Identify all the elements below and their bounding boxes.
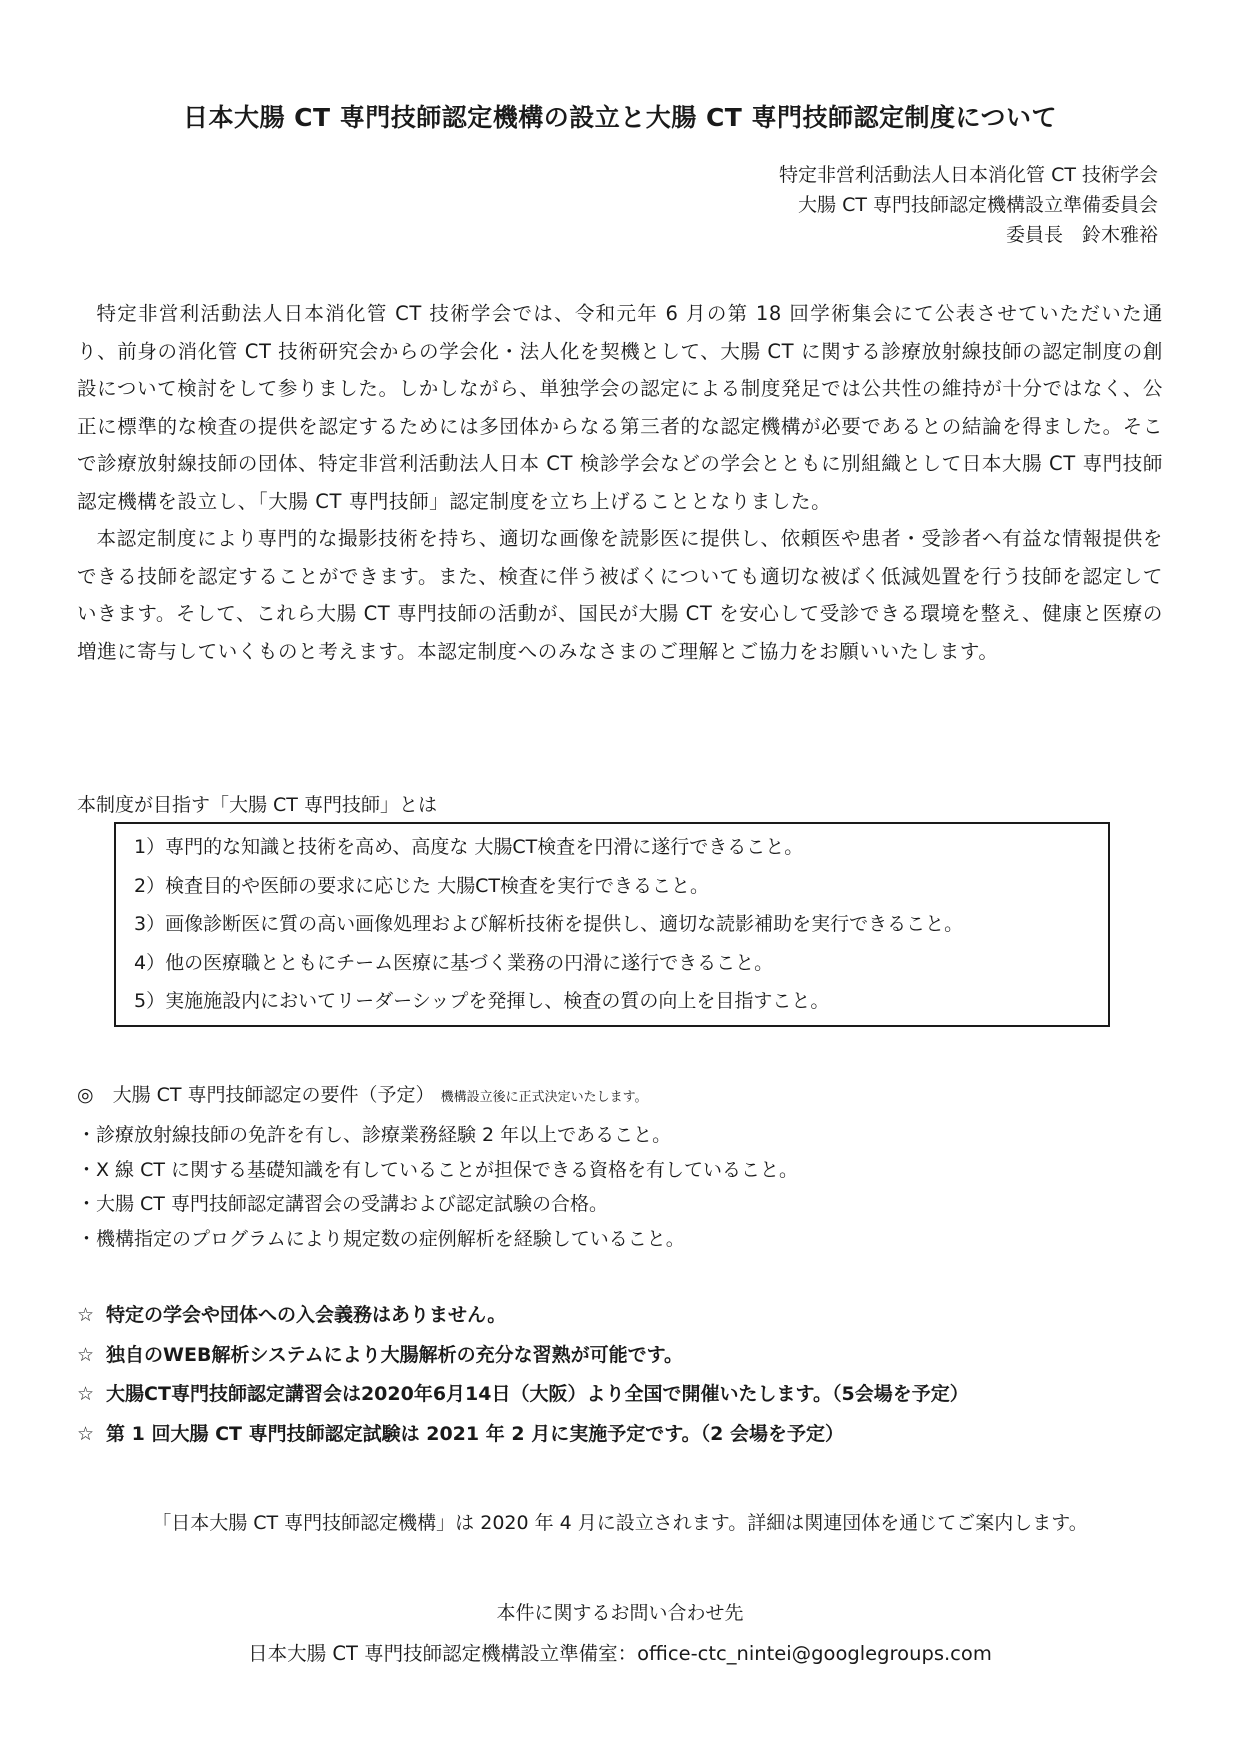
- document-title: 日本大腸 CT 専門技師認定機構の設立と大腸 CT 専門技師認定制度について: [182, 103, 1058, 132]
- author-block: [779, 160, 1158, 250]
- goals-box: [114, 822, 1110, 1027]
- note-text: 第 1 回大腸 CT 専門技師認定試験は 2021 年 2 月に実施予定です。（2 会場を予定）: [106, 1422, 845, 1445]
- goal-item: 4）他の医療職とともにチーム医療に基づく業務の円滑に遂行できること。: [134, 951, 774, 974]
- star-icon: ☆: [77, 1343, 95, 1366]
- author-chair: 委員長 鈴木雅裕: [1005, 224, 1158, 246]
- goal-item: 2）検査目的や医師の要求に応じた 大腸CT検査を実行できること。: [134, 874, 710, 897]
- note-item: [77, 1375, 969, 1415]
- requirements-heading: [77, 1080, 648, 1107]
- goal-item: 1）専門的な知識と技術を高め、高度な 大腸CT検査を円滑に遂行できること。: [134, 836, 804, 858]
- contact-info: 日本大腸 CT 専門技師認定機構設立準備室：office-ctc_nintei@googlegroups.com: [248, 1642, 992, 1665]
- star-icon: ☆: [77, 1383, 95, 1405]
- note-text: 独自のWEB解析システムにより大腸解析の充分な習熟が可能です。: [106, 1343, 684, 1366]
- requirements-heading-text: ◎ 大腸 CT 専門技師認定の要件（予定）: [77, 1084, 435, 1106]
- body-text: [77, 295, 1163, 670]
- requirement-item: ・X 線 CT に関する基礎知識を有していることが担保できる資格を有していること。: [77, 1158, 799, 1181]
- goal-item: 3）画像診断医に質の高い画像処理および解析技術を提供し、適切な読影補助を実行できること。: [134, 913, 964, 935]
- author-committee: 大腸 CT 専門技師認定機構設立準備委員会: [798, 194, 1158, 216]
- note-item: [77, 1296, 969, 1336]
- note-item: [77, 1336, 969, 1376]
- requirements-note: 機構設立後に正式決定いたします。: [440, 1090, 648, 1105]
- requirement-item: ・診療放射線技師の免許を有し、診療業務経験 2 年以上であること。: [77, 1124, 672, 1146]
- note-item: [77, 1415, 969, 1455]
- body-paragraph-1: 特定非営利活動法人日本消化管 CT 技術学会では、令和元年 6 月の第 18 回学術集会にて公表させていただいた通り、前身の消化管 CT 技術研究会からの学会化・法人化を契機として、大腸 CT に関する診療放射線技師の認定制度の創設について検討をして参りました。しかしながら、単独学会の認定による制度発足では公共性の維持が十分ではなく、公正に標準的な検査の提供を認定するためには多団体からなる第三者的な認定機構が必要であるとの結論を得ました。そこで診療放射線技師の団体、特定非営利活動法人日本 CT 検診学会などの学会とともに別組織として日本大腸 CT 専門技師認定機構を設立し、「大腸 CT 専門技師」認定制度を立ち上げることとなりました。: [77, 302, 1163, 513]
- body-paragraph-2: 本認定制度により専門的な撮影技術を持ち、適切な画像を読影医に提供し、依頼医や患者・受診者へ有益な情報提供をできる技師を認定することができます。また、検査に伴う被ばくについても適切な被ばく低減処置を行う技師を認定していきます。そして、これら大腸 CT 専門技師の活動が、国民が大腸 CT を安心して受診できる環境を整え、健康と医療の増進に寄与していくものと考えます。本認定制度へのみなさまのご理解とご協力をお願いいたします。: [77, 527, 1163, 663]
- note-text: 大腸CT専門技師認定講習会は2020年6月14日（大阪）より全国で開催いたします。（5会場を予定）: [106, 1383, 969, 1405]
- requirement-item: ・大腸 CT 専門技師認定講習会の受講および認定試験の合格。: [77, 1193, 608, 1215]
- star-icon: ☆: [77, 1422, 95, 1445]
- goals-heading: 本制度が目指す「大腸 CT 専門技師」とは: [77, 794, 437, 816]
- note-text: 特定の学会や団体への入会義務はありません。: [106, 1304, 507, 1326]
- notes-list: [77, 1296, 969, 1454]
- star-icon: ☆: [77, 1304, 95, 1326]
- requirement-item: ・機構指定のプログラムにより規定数の症例解析を経験していること。: [77, 1227, 685, 1250]
- requirements-list: [77, 1118, 798, 1256]
- contact-label: 本件に関するお問い合わせ先: [496, 1602, 744, 1624]
- author-organization: 特定非営利活動法人日本消化管 CT 技術学会: [779, 164, 1158, 186]
- establishment-notice: 「日本大腸 CT 専門技師認定機構」は 2020 年 4 月に設立されます。詳細は関連団体を通じてご案内します。: [152, 1512, 1088, 1534]
- goal-item: 5）実施施設内においてリーダーシップを発揮し、検査の質の向上を目指すこと。: [134, 990, 830, 1012]
